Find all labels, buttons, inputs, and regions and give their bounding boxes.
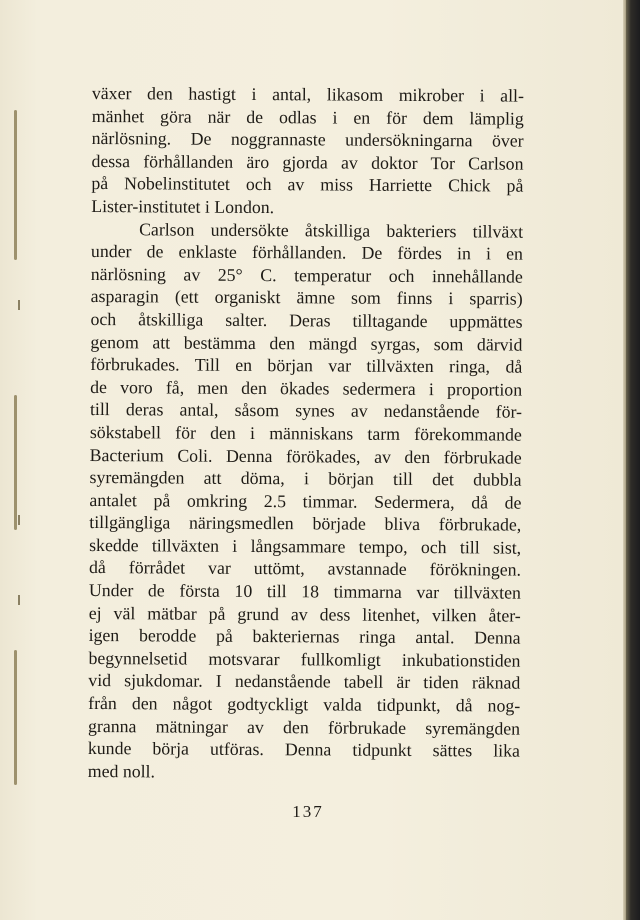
text-line: asparagin (ett organiskt ämne som finns i sparris) bbox=[90, 286, 523, 309]
text-line: närlösning av 25° C. temperatur och innehållande bbox=[90, 263, 523, 287]
text-line: mänhet göra när de odlas i en för dem lämplig bbox=[91, 105, 524, 129]
text-line: till deras antal, såsom synes av nedanstående för- bbox=[89, 399, 523, 422]
text-line: Under de första 10 till 18 timmarna var tillväxten bbox=[88, 580, 521, 603]
text-line: från den något godtyckligt valda tidpunkt, då nog- bbox=[88, 693, 521, 716]
text-line: de voro få, men den ökades sedermera i proportion bbox=[90, 376, 523, 400]
text-line: kunde börja utföras. Denna tidpunkt sättes lika bbox=[87, 738, 520, 761]
book-cover-edge bbox=[626, 0, 640, 920]
binding-mark bbox=[18, 515, 20, 525]
text-line: med noll. bbox=[87, 760, 156, 782]
text-line: Carlson undersökte åtskilliga bakteriers tillväxt bbox=[139, 218, 524, 242]
text-line: ej väl mätbar på grund av dess litenhet, vilken åter- bbox=[88, 602, 521, 626]
text-line: Lister-institutet i London. bbox=[91, 195, 275, 218]
text-line: förbrukades. Till en början var tillväxten ringa, då bbox=[90, 354, 523, 377]
text-line: dessa förhållanden äro gjorda av doktor Tor Carlson bbox=[91, 150, 524, 174]
text-line: begynnelsetid motsvarar fullkomligt inkubationstiden bbox=[88, 647, 521, 671]
text-line: och åtskilliga salter. Deras tilltagande uppmättes bbox=[90, 308, 523, 332]
text-line: under de enklaste förhållanden. De fördes in i en bbox=[90, 241, 524, 264]
binding-stitch bbox=[14, 395, 17, 530]
text-line: tillgängliga näringsmedlen började bliva förbrukade, bbox=[89, 512, 522, 535]
text-line: skedde tillväxten i långsammare tempo, och till sist, bbox=[89, 534, 522, 558]
binding-stitch bbox=[14, 110, 17, 260]
text-line: växer den hastigt i antal, likasom mikrober i all- bbox=[91, 82, 524, 106]
text-line: närlösning. De noggrannaste undersökningarna över bbox=[91, 128, 524, 151]
text-line: Bacterium Coli. Denna förökades, av den förbrukade bbox=[89, 444, 522, 468]
binding-stitch bbox=[14, 650, 17, 785]
text-line: vid sjukdomar. I nedanstående tabell är tiden räknad bbox=[88, 670, 521, 694]
body-text bbox=[88, 82, 524, 785]
text-line: på Nobelinstitutet och av miss Harriette Chick på bbox=[91, 173, 524, 197]
text-line: syremängden att döma, i början till det dubbla bbox=[89, 467, 522, 490]
binding-margin bbox=[0, 0, 28, 920]
text-line: sökstabell för den i människans tarm förekommande bbox=[89, 421, 522, 445]
page-number: 137 bbox=[292, 802, 324, 821]
binding-mark bbox=[18, 595, 20, 605]
text-line: granna mätningar av den förbrukade syremängden bbox=[88, 715, 521, 739]
binding-mark bbox=[18, 300, 20, 310]
text-line: antalet på omkring 2.5 timmar. Sedermera, då de bbox=[89, 489, 522, 513]
text-line: då förrådet var uttömt, avstannade förökningen. bbox=[88, 557, 522, 581]
text-line: genom att bestämma den mängd syrgas, som därvid bbox=[90, 331, 523, 355]
text-line: igen berodde på bakteriernas ringa antal. Denna bbox=[88, 625, 521, 648]
